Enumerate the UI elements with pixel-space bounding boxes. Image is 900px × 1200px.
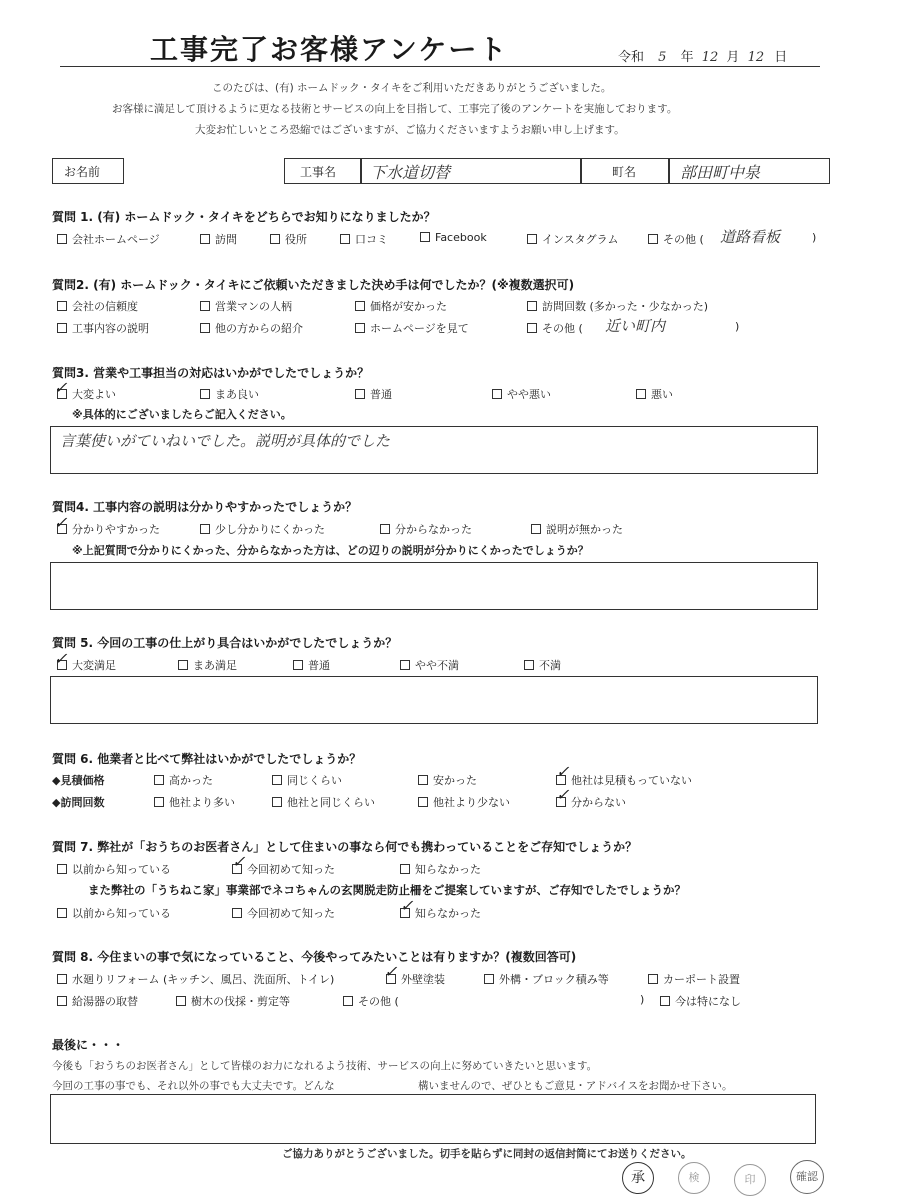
q2-option-work-explanation[interactable]: 工事内容の説明: [57, 320, 149, 336]
town-value-handwritten: 部田町中泉: [680, 163, 761, 182]
checkbox[interactable]: [293, 660, 303, 670]
final-line-1: 今後も「おうちのお医者さん」として皆様のお力になれるよう技術、サービスの向上に努めていきたいと思います。: [52, 1060, 598, 1072]
q4-option-slightly-hard[interactable]: 少し分かりにくかった: [200, 521, 325, 537]
final-line-2b: 構いませんので、ぜひともご意見・アドバイスをお聞かせ下さい。: [418, 1080, 733, 1092]
intro-line-1: このたびは、(有) ホームドック・タイキをご利用いただきありがとうございました。: [212, 82, 612, 94]
checkbox[interactable]: [340, 234, 350, 244]
checkbox[interactable]: [648, 234, 658, 244]
checkbox[interactable]: [484, 974, 494, 984]
q2-other-close: ): [735, 320, 740, 333]
q3-note: ※具体的にございましたらご記入ください。: [72, 408, 292, 421]
name-label: お名前: [64, 165, 101, 179]
q6-visit-check-mark-icon: ✓: [556, 785, 570, 804]
q4-check-mark-icon: ✓: [54, 513, 68, 532]
checkbox[interactable]: [524, 660, 534, 670]
q5-check-mark-icon: ✓: [54, 649, 68, 668]
q2-option-referral[interactable]: 他の方からの紹介: [200, 320, 303, 336]
q4-option-not-understood[interactable]: 分からなかった: [380, 521, 472, 537]
q1-option-other[interactable]: その他 (: [648, 231, 704, 247]
q7-sub-option-did-not-know[interactable]: 知らなかった: [400, 905, 481, 921]
checkbox[interactable]: [531, 524, 541, 534]
q8-check-mark-icon: ✓: [384, 962, 398, 981]
checkbox[interactable]: [270, 234, 280, 244]
checkbox[interactable]: [355, 389, 365, 399]
checkbox[interactable]: [636, 389, 646, 399]
checkbox[interactable]: [57, 323, 67, 333]
checkbox[interactable]: [178, 660, 188, 670]
checkbox[interactable]: [57, 996, 67, 1006]
q3-check-mark-icon: ✓: [54, 378, 68, 397]
q5-answer-box[interactable]: [50, 676, 818, 724]
q6-price-option-no-estimate[interactable]: 他社は見積もっていない: [556, 772, 692, 788]
q2-title: 質問2. (有) ホームドック・タイキにご依頼いただきました決め手は何でしたか？(※複数選択可): [52, 278, 575, 292]
q1-title: 質問 1. (有) ホームドック・タイキをどちらでお知りになりましたか？: [52, 210, 436, 224]
checkbox[interactable]: [660, 996, 670, 1006]
checkbox[interactable]: [400, 864, 410, 874]
q6-price-option-same[interactable]: 同じくらい: [272, 772, 342, 788]
q4-title: 質問4. 工事内容の説明は分かりやすかったでしょうか？: [52, 500, 358, 514]
checkbox[interactable]: [527, 323, 537, 333]
q4-option-no-explanation[interactable]: 説明が無かった: [531, 521, 623, 537]
q8-other-close: ): [640, 993, 645, 1006]
checkbox[interactable]: [272, 797, 282, 807]
checkbox[interactable]: [272, 775, 282, 785]
date-day-handwritten: 12: [747, 50, 765, 65]
checkbox[interactable]: [154, 775, 164, 785]
final-thanks: ご協力ありがとうございました。切手を貼らずに同封の返信封筒にてお送りください。: [282, 1148, 692, 1160]
q6-price-option-cheap[interactable]: 安かった: [418, 772, 477, 788]
q1-other-handwritten: 道路看板: [720, 228, 781, 246]
checkbox[interactable]: [154, 797, 164, 807]
q6-price-check-mark-icon: ✓: [556, 762, 570, 781]
checkbox[interactable]: [418, 797, 428, 807]
final-comment-box[interactable]: [50, 1094, 816, 1144]
page-title: 工事完了お客様アンケート: [150, 33, 509, 66]
q5-option-very-satisfied[interactable]: 大変満足: [57, 657, 116, 673]
q7-sub-option-known-before[interactable]: 以前から知っている: [57, 905, 171, 921]
q3-answer-handwritten: 言葉使いがていねいでした。説明が具体的でした: [60, 432, 391, 450]
q5-option-fairly-satisfied[interactable]: まあ満足: [178, 657, 237, 673]
checkbox[interactable]: [420, 232, 430, 242]
q7-option-first-time[interactable]: 今回初めて知った: [232, 861, 335, 877]
title-underline: [60, 66, 820, 67]
q2-option-trust[interactable]: 会社の信頼度: [57, 298, 138, 314]
checkbox[interactable]: [355, 301, 365, 311]
checkbox[interactable]: [200, 323, 210, 333]
q6-visit-option-same[interactable]: 他社と同じくらい: [272, 794, 375, 810]
q3-option-bad[interactable]: 悪い: [636, 386, 673, 402]
final-title: 最後に・・・: [52, 1038, 125, 1052]
q1-option-company-homepage[interactable]: 会社ホームページ: [57, 231, 160, 247]
date-year-label: 年: [680, 50, 694, 65]
checkbox[interactable]: [527, 234, 537, 244]
q7-title: 質問 7. 弊社が「おうちのお医者さん」として住まいの事なら何でも携わっていることをご存知でしょうか？: [52, 840, 638, 854]
seal-inspected: 検: [678, 1162, 710, 1194]
checkbox[interactable]: [57, 908, 67, 918]
q8-option-water-reform[interactable]: 水廻りリフォーム (キッチン、風呂、洗面所、トイレ): [57, 971, 334, 987]
q1-option-facebook[interactable]: Facebook: [420, 231, 487, 244]
q2-other-handwritten: 近い町内: [605, 317, 666, 335]
date-era: 令和: [618, 50, 645, 65]
q7-check-mark-icon: ✓: [232, 852, 246, 871]
checkbox[interactable]: [200, 389, 210, 399]
q4-note: ※上記質問で分かりにくかった、分からなかった方は、どの辺りの説明が分かりにくかったでしょうか？: [72, 544, 589, 557]
q5-title: 質問 5. 今回の工事の仕上がり具合はいかがでしたでしょうか？: [52, 636, 398, 650]
checkbox[interactable]: [527, 301, 537, 311]
q6-visit-option-more[interactable]: 他社より多い: [154, 794, 235, 810]
q3-option-very-good[interactable]: 大変よい: [57, 386, 116, 402]
date-day-label: 日: [774, 50, 788, 65]
q1-option-instagram[interactable]: インスタグラム: [527, 231, 619, 247]
town-label: 町名: [612, 165, 637, 179]
q7-option-did-not-know[interactable]: 知らなかった: [400, 861, 481, 877]
q2-option-cheap-price[interactable]: 価格が安かった: [355, 298, 447, 314]
q1-option-office[interactable]: 役所: [270, 231, 307, 247]
q3-title: 質問3. 営業や工事担当の対応はいかがでしたでしょうか？: [52, 366, 370, 380]
q2-option-visit-count[interactable]: 訪問回数 (多かった・少なかった): [527, 298, 708, 314]
checkbox[interactable]: [200, 524, 210, 534]
q5-option-dissatisfied[interactable]: 不満: [524, 657, 561, 673]
checkbox[interactable]: [380, 524, 390, 534]
date-year-handwritten: 5: [658, 50, 667, 65]
q8-option-carport[interactable]: カーポート設置: [648, 971, 740, 987]
q1-option-word-of-mouth[interactable]: 口コミ: [340, 231, 388, 247]
q7-sub-question: また弊社の「うちねこ家」事業部でネコちゃんの玄関脱走防止柵をご提案していますが、ご存知でしたでしょうか？: [88, 883, 686, 897]
intro-line-3: 大変お忙しいところ恐縮ではございますが、ご協力くださいますようお願い申し上げます。: [195, 124, 625, 136]
date-month-handwritten: 12: [701, 50, 719, 65]
q8-option-tree-cutting[interactable]: 樹木の伐採・剪定等: [176, 993, 290, 1009]
q7-sub-check-mark-icon: ✓: [400, 896, 414, 915]
q7-option-known-before[interactable]: 以前から知っている: [57, 861, 171, 877]
q3-option-normal[interactable]: 普通: [355, 386, 392, 402]
checkbox[interactable]: [648, 974, 658, 984]
checkbox[interactable]: [400, 660, 410, 670]
checkbox[interactable]: [200, 301, 210, 311]
checkbox[interactable]: [57, 864, 67, 874]
q8-option-nothing-now[interactable]: 今は特になし: [660, 993, 741, 1009]
q3-option-somewhat-bad[interactable]: やや悪い: [492, 386, 551, 402]
q6-visit-option-less[interactable]: 他社より少ない: [418, 794, 510, 810]
q8-option-exterior-block[interactable]: 外構・ブロック積み等: [484, 971, 609, 987]
checkbox[interactable]: [57, 234, 67, 244]
checkbox[interactable]: [57, 301, 67, 311]
q6-price-option-high[interactable]: 高かった: [154, 772, 213, 788]
work-label: 工事名: [300, 165, 337, 179]
q6-row1-label: ◆見積価格: [52, 774, 105, 787]
q4-answer-box[interactable]: [50, 562, 818, 610]
q8-title: 質問 8. 今住まいの事で気になっていること、今後やってみたいことは有りますか？(複数回答可): [52, 950, 577, 964]
q5-option-somewhat-dissatisfied[interactable]: やや不満: [400, 657, 459, 673]
q8-option-other[interactable]: その他 (: [343, 993, 399, 1009]
q4-option-easy[interactable]: 分かりやすかった: [57, 521, 160, 537]
work-value-handwritten: 下水道切替: [370, 163, 451, 182]
q1-other-close: ): [812, 231, 817, 244]
final-line-2: 今回の工事の事でも、それ以外の事でも大丈夫です。どんな: [52, 1080, 335, 1092]
q6-row2-label: ◆訪問回数: [52, 796, 105, 809]
checkbox[interactable]: [57, 974, 67, 984]
q6-title: 質問 6. 他業者と比べて弊社はいかがでしたでしょうか？: [52, 752, 362, 766]
q3-option-fairly-good[interactable]: まあ良い: [200, 386, 259, 402]
checkbox[interactable]: [200, 234, 210, 244]
date-block: [618, 46, 787, 65]
seal-stamp: 印: [734, 1164, 766, 1196]
checkbox[interactable]: [355, 323, 365, 333]
checkbox[interactable]: [418, 775, 428, 785]
checkbox[interactable]: [492, 389, 502, 399]
date-month-label: 月: [726, 50, 740, 65]
intro-line-2: お客様に満足して頂けるように更なる技術とサービスの向上を目指して、工事完了後のアンケートを実施しております。: [112, 103, 678, 115]
q7-sub-option-first-time[interactable]: 今回初めて知った: [232, 905, 335, 921]
q6-visit-option-unknown[interactable]: 分からない: [556, 794, 626, 810]
q5-option-normal[interactable]: 普通: [293, 657, 330, 673]
checkbox[interactable]: [343, 996, 353, 1006]
checkbox[interactable]: [232, 908, 242, 918]
q8-option-exterior-paint[interactable]: 外壁塗装: [386, 971, 445, 987]
seal-approved: 承: [622, 1162, 654, 1194]
q2-option-homepage[interactable]: ホームページを見て: [355, 320, 469, 336]
seal-confirmed: 確認: [790, 1160, 824, 1194]
q2-option-other[interactable]: その他 (: [527, 320, 583, 336]
q1-option-visit[interactable]: 訪問: [200, 231, 237, 247]
checkbox[interactable]: [176, 996, 186, 1006]
q8-option-water-heater[interactable]: 給湯器の取替: [57, 993, 138, 1009]
q2-option-salesperson[interactable]: 営業マンの人柄: [200, 298, 292, 314]
